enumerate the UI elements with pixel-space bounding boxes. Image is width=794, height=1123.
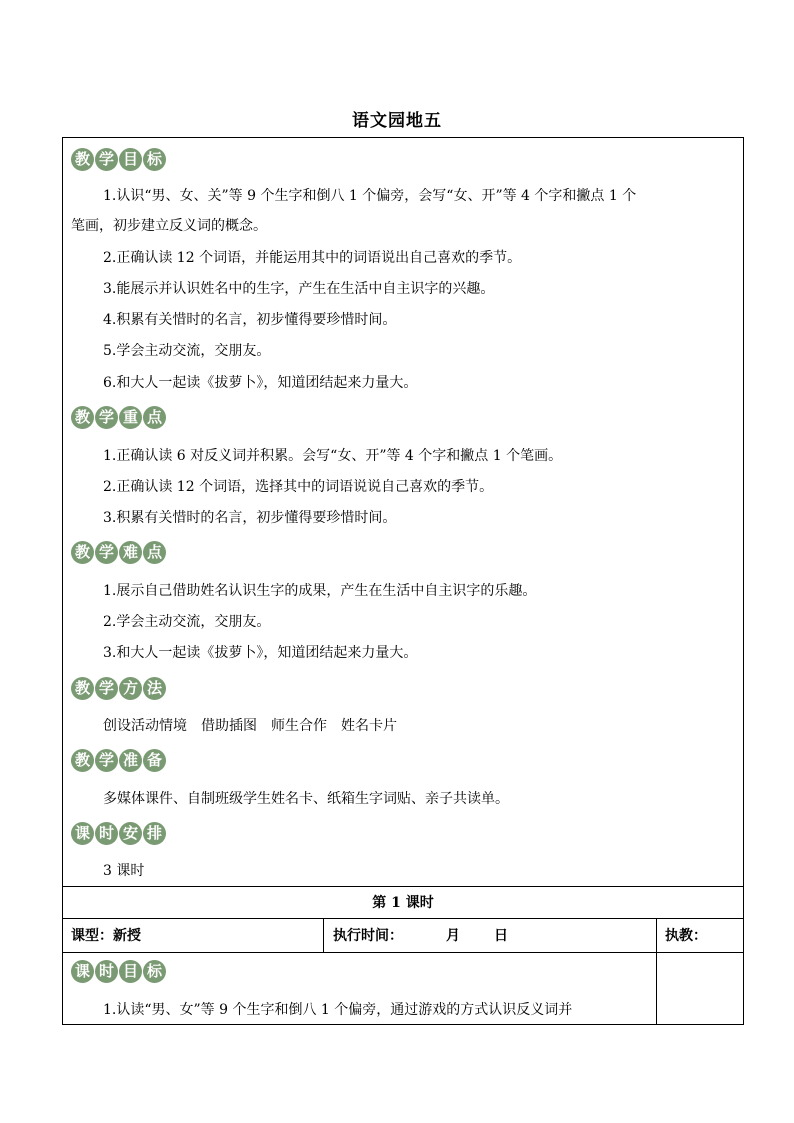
key-point-line: 2.正确认读 12 个词语，选择其中的词语说说自己喜欢的季节。 [103,479,494,495]
month-label: 月 [446,928,460,944]
preparation-line: 多媒体课件、自制班级学生姓名卡、纸箱生字词贴、亲子共读单。 [103,791,509,807]
difficulty-line: 2.学会主动交流，交朋友。 [103,614,271,630]
goal-line: 3.能展示并认识姓名中的生字，产生在生活中自主识字的兴趣。 [103,281,495,297]
goal-line: 2.正确认读 12 个词语，并能运用其中的词语说出自己喜欢的季节。 [103,250,522,266]
document-title: 语文园地五 [352,111,442,131]
section-badge-methods: 教 学 方 法 [71,677,167,700]
goal-line: 1.认识“男、女、关”等 9 个生字和倒八 1 个偏旁，会写“女、开”等 4 个字和撇点 1 个 [103,188,637,204]
table-divider [62,886,744,887]
table-divider [323,918,324,952]
table-divider [656,918,657,1025]
day-label: 日 [494,928,508,944]
teacher-label: 执教： [665,928,707,944]
key-point-line: 1.正确认读 6 对反义词并积累。会写“女、开”等 4 个字和撇点 1 个笔画。 [103,448,563,464]
goal-line: 4.积累有关惜时的名言，初步懂得要珍惜时间。 [103,312,397,328]
key-point-line: 3.积累有关惜时的名言，初步懂得要珍惜时间。 [103,510,397,526]
section-badge-lesson-goals: 课 时 目 标 [71,960,167,983]
section-badge-difficulties: 教 学 难 点 [71,541,167,564]
difficulty-line: 3.和大人一起读《拔萝卜》，知道团结起来力量大。 [103,645,418,661]
difficulty-line: 1.展示自己借助姓名认识生字的成果，产生在生活中自主识字的乐趣。 [103,583,537,599]
table-divider [62,952,744,953]
section-badge-preparation: 教 学 准 备 [71,749,167,772]
goal-line: 6.和大人一起读《拔萝卜》，知道团结起来力量大。 [103,375,418,391]
schedule-line: 3 课时 [103,863,145,879]
lesson-plan-table [62,137,744,1025]
lesson-heading: 第 1 课时 [372,895,434,911]
section-badge-schedule: 课 时 安 排 [71,822,167,845]
lesson-goal-line: 1.认读“男、女”等 9 个生字和倒八 1 个偏旁，通过游戏的方式认识反义词并 [103,1002,573,1018]
section-badge-teaching-goals: 教 学 目 标 [71,148,167,171]
methods-line: 创设活动情境 借助插图 师生合作 姓名卡片 [103,718,397,734]
execution-time-label: 执行时间： [333,928,403,944]
goal-line: 笔画，初步建立反义词的概念。 [71,218,267,234]
lesson-type: 课型：新授 [71,928,141,944]
table-divider [62,918,744,919]
section-badge-key-points: 教 学 重 点 [71,406,167,429]
goal-line: 5.学会主动交流，交朋友。 [103,343,271,359]
